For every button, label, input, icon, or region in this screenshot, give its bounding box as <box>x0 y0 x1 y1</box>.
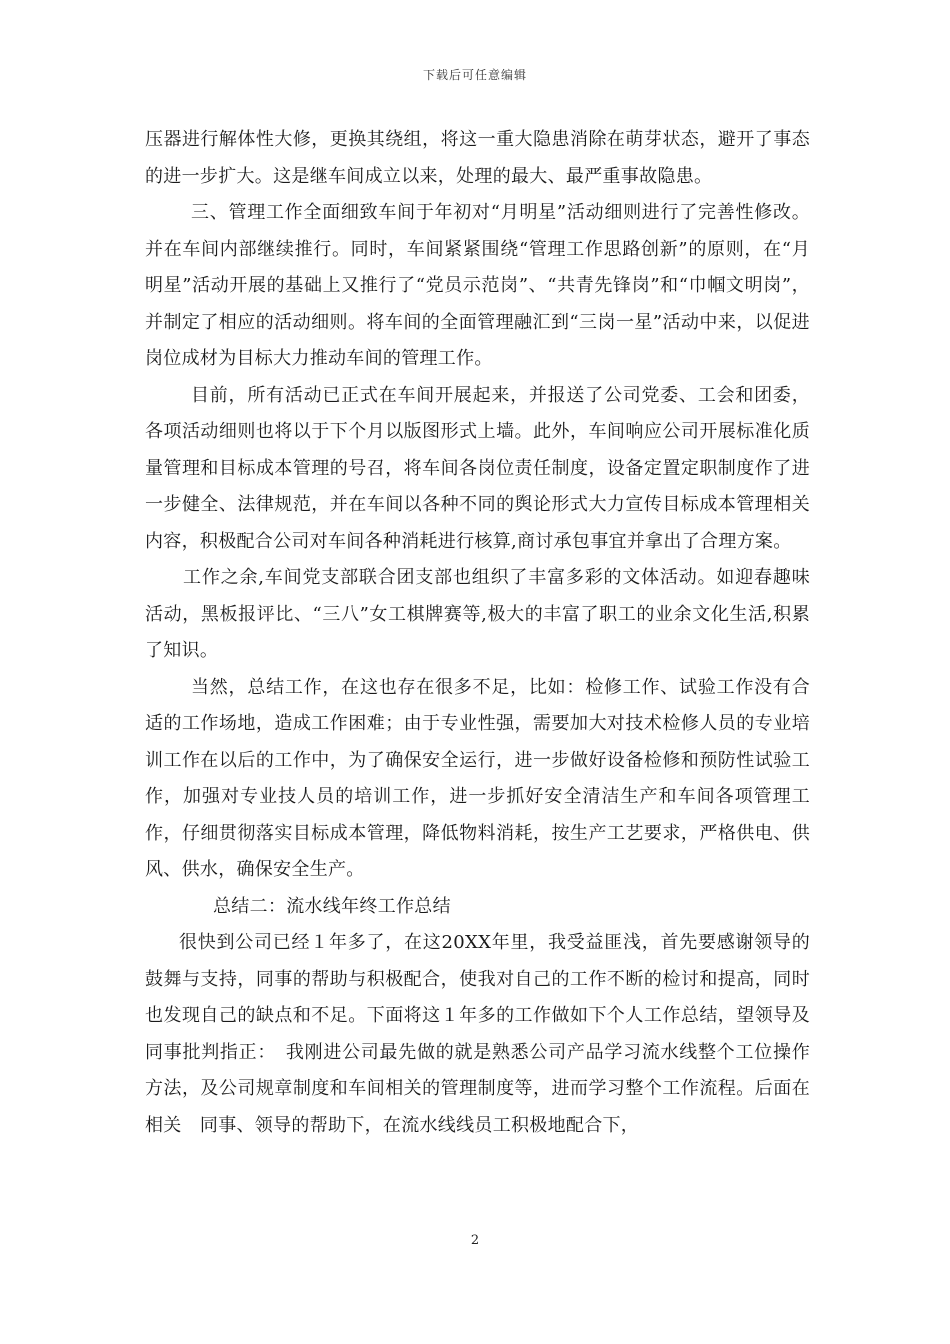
paragraph-current-activities: 目前，所有活动已正式在车间开展起来，并报送了公司党委、工会和团委，各项活动细则也将以于下个月以版图形式上墙。此外，车间响应公司开展标准化质量管理和目标成本管理的号召，将车间各岗位责任制度，设备定置定职制度作了进一步健全、法律规范，并在车间以各种不同的舆论形式大力宣传目标成本管理相关内容，积极配合公司对车间各种消耗进行核算,商讨承包事宜并拿出了合理方案。 <box>145 384 810 552</box>
document-body <box>145 122 829 1144</box>
header-note: 下载后可任意编辑 <box>422 68 527 82</box>
page-number: 2 <box>470 1233 480 1248</box>
paragraph-management-work: 三、管理工作全面细致车间于年初对“月明星”活动细则进行了完善性修改。并在车间内部继续推行。同时，车间紧紧围绕“管理工作思路创新”的原则，在“月明星”活动开展的基础上又推行了“党员示范岗”、“共青先锋岗”和“巾帼文明岗”，并制定了相应的活动细则。将车间的全面管理融汇到“三岗一星”活动中来，以促进岗位成材为目标大力推动车间的管理工作。 <box>145 202 810 369</box>
paragraph-assembly-line-summary: 很快到公司已经１年多了，在这20XX年里，我受益匪浅，首先要感谢领导的鼓舞与支持，同事的帮助与积极配合，使我对自己的工作不断的检讨和提高，同时也发现自己的缺点和不足。下面将这１年多的工作做如下个人工作总结，望领导及同事批判指正： 我刚进公司最先做的就是熟悉公司产品学习流水线整个工位操作方法，及公司规章制度和车间相关的管理制度等，进而学习整个工作流程。后面在 相关 同事、领导的帮助下，在流水线线员工积极地配合下， <box>145 932 829 1136</box>
paragraph-transformer-repair: 压器进行解体性大修，更换其绕组，将这一重大隐患消除在萌芽状态，避开了事态的进一步扩大。这是继车间成立以来，处理的最大、最严重事故隐患。 <box>145 129 810 187</box>
paragraph-shortcomings: 当然，总结工作，在这也存在很多不足，比如：检修工作、试验工作没有合适的工作场地，造成工作困难；由于专业性强，需要加大对技术检修人员的专业培训工作在以后的工作中，为了确保安全运行，进一步做好设备检修和预防性试验工作，加强对专业技人员的培训工作，进一步抓好安全清洁生产和车间各项管理工作，仔细贯彻落实目标成本管理，降低物料消耗，按生产工艺要求，严格供电、供风、供水，确保安全生产。 <box>145 676 810 880</box>
section-heading-summary-two: 总结二：流水线年终工作总结 <box>213 895 451 917</box>
paragraph-cultural-activities: 工作之余,车间党支部联合团支部也组织了丰富多彩的文体活动。如迎春趣味活动，黑板报评比、“三八”女工棋牌赛等,极大的丰富了职工的业余文化生活,积累了知识。 <box>145 567 810 661</box>
